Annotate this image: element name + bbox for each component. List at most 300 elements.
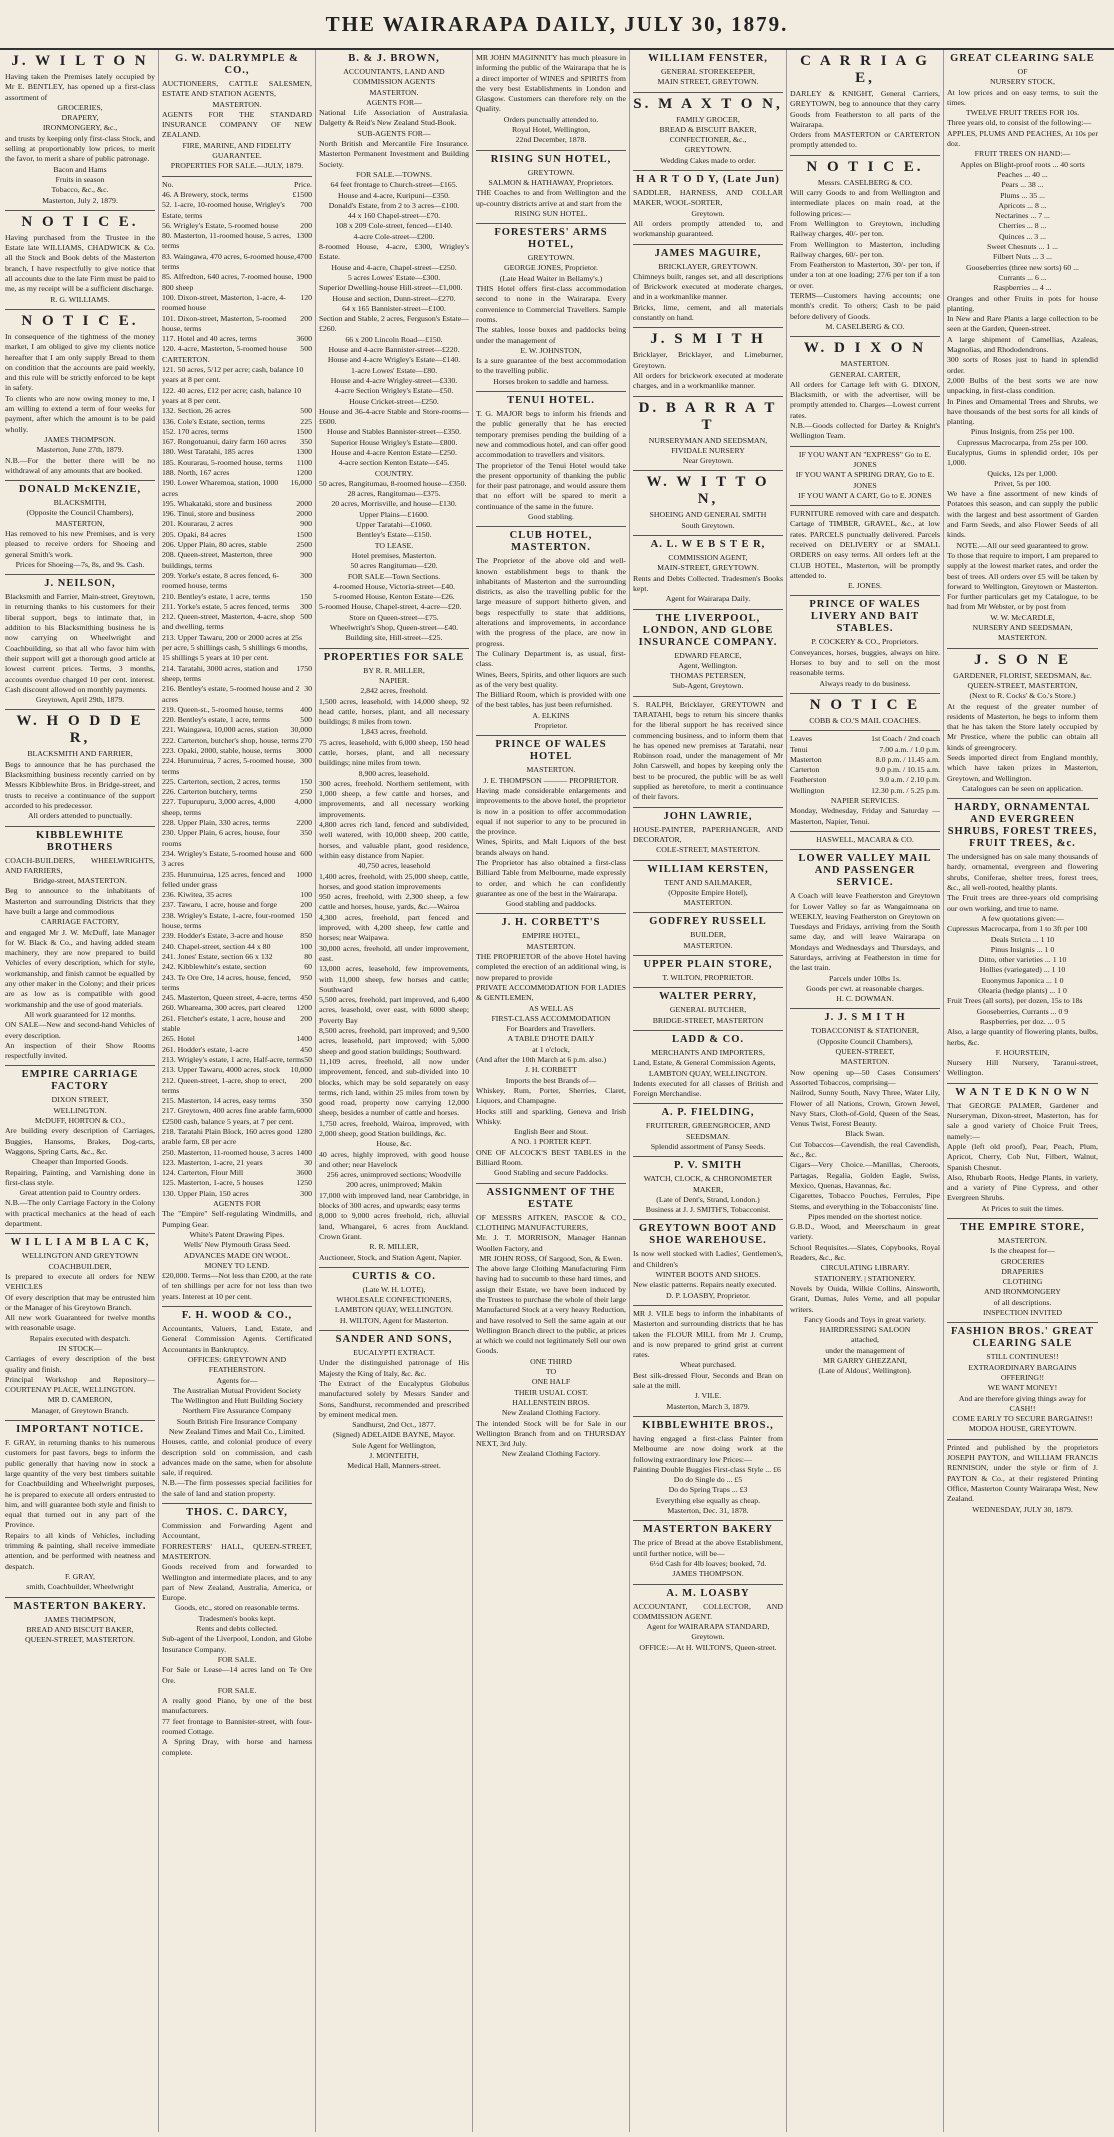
ad-text-line: Seeds imported direct from England monthly, which have taken prizes in Masterton, Greytown, and Wellington.: [947, 753, 1098, 783]
ad-text-line: THOMAS PETERSEN,: [670, 671, 746, 681]
ad-text-line: For Boarders and Travellers.: [506, 1024, 596, 1034]
advertisement: [633, 808, 783, 861]
table-cell-label: Wellington: [790, 785, 825, 795]
advertisement: [476, 392, 626, 527]
ad-text-line: Olearia (hedge plants) ... 1 0: [978, 986, 1067, 996]
ad-heading: WILLIAM KERSTEN,: [647, 863, 769, 875]
ad-text-line: Oranges and other Fruits in pots for house planting.: [947, 293, 1098, 313]
ad-text-line: Monday, Wednesday, Friday and Saturday — Masterton, Napier, Tenui.: [790, 806, 940, 826]
ad-text-line: House and Stables Bannister-street—£350.: [326, 427, 462, 437]
ad-text-line: 300 sorts of Roses just to hand in splendid order.: [947, 355, 1098, 375]
ad-heading: DONALD McKENZIE,: [18, 484, 142, 496]
ad-text-line: MASTERTON.: [526, 941, 576, 951]
advertisement: [947, 1323, 1098, 1439]
ad-text-line: Nailrod, Sunny South, Navy Three, Water Lily, Flower of all Nations, Crown, Grown Jewel, Navy Stars, Cloth-of-Gold, Queen of the Seas, Venus Twist, Forest Beauty.: [790, 1088, 940, 1129]
ad-text-line: New Zealand Clothing Factory.: [501, 1408, 601, 1418]
ad-text-line: S. RALPH, Bricklayer, GREYTOWN and TARATAHI, begs to return his sincere thanks for the liberal support he has received since commencing business, and to inform them that he has opened new premises at Taratahi, near Robinson road, under the management of Mr John Carswell, and hopes by keeping only the best to be procured, the public will be as well supplied as heretofore, to merit a continuance of their favors.: [633, 699, 783, 802]
ad-text-line: Quicks, 12s per 1,000.: [987, 468, 1058, 478]
table-cell-label: 130. Upper Plain, 150 acres: [162, 1188, 249, 1198]
ad-text-line: The Australian Mutual Provident Society: [172, 1385, 302, 1395]
advertisement: [790, 832, 940, 850]
ad-text-line: Bentley's Estate—£150.: [356, 530, 432, 540]
ad-text-line: IF YOU WANT A SPRING DRAY, Go to E. JONES: [795, 470, 935, 490]
table-cell-value: 100: [300, 890, 312, 900]
table-cell-label: 218. Taratahi Plain Block, 160 acres good arable farm, £8 per acre: [162, 1126, 293, 1147]
ad-text-line: FOR SALE.: [217, 1654, 257, 1664]
advertisement: [319, 649, 469, 1268]
ad-text-line: FOR SALE.: [217, 1685, 257, 1695]
table-row: [162, 1034, 312, 1044]
ad-text-line: JAMES THOMPSON,: [44, 1614, 116, 1624]
ad-text-line: Masterton, March 3, 1879.: [666, 1401, 750, 1411]
ad-text-line: MODOA HOUSE, GREYTOWN.: [968, 1424, 1077, 1434]
advertisement: [790, 694, 940, 731]
ad-text-line: DIXON STREET,: [51, 1095, 109, 1105]
ad-text-line: FIRE, MARINE, AND FIDELITY GUARANTEE.: [182, 140, 292, 161]
ad-text-line: 256 acres, unimproved sections; Woodville: [326, 1170, 462, 1180]
ad-text-line: The Proprietor has also obtained a first-class Billiard Table from Melbourne, made expressly to order, and which he can confidently guarantee as one of the best in the Wairarapa.: [476, 858, 626, 898]
table-row: [162, 612, 312, 633]
ad-heading: HARDY, ORNAMENTAL AND EVERGREEN SHRUBS, FOREST TREES, FRUIT TREES, &c.: [947, 802, 1098, 850]
table-cell-label: 219. Queen-st., 5-roomed house, terms: [162, 704, 284, 714]
ad-text-line: Deals Stricta ... 1 10: [990, 934, 1055, 944]
table-row: [162, 725, 312, 735]
advertisement: [633, 397, 783, 472]
table-cell-label: 210. Bentley's estate, 1 acre, terms: [162, 591, 270, 601]
table-cell-value: 30: [304, 1157, 312, 1167]
table-cell-label: 52. 1-acre, 10-roomed house, Wrigley's Estate, terms: [162, 200, 285, 220]
ad-text-line: JAMES THOMPSON.: [44, 434, 116, 444]
table-cell-label: 120. 4-acre, Masterton, 5-roomed house: [162, 344, 287, 354]
table-cell-label: 241. Jones' Estate, section 66 x 132: [162, 951, 273, 961]
ad-text-line: House and 4-acre Wrigley's Estate—£140.: [327, 355, 461, 365]
ad-heading: B. & J. BROWN,: [348, 53, 440, 64]
ad-heading: GODFREY RUSSELL: [649, 916, 767, 928]
advertisement: [633, 245, 783, 329]
ad-text-line: Commission and Forwarding Agent and Accountant,: [162, 1521, 312, 1541]
ad-text-line: Having purchased from the Trustee in the Estate late WILLIAMS, CHADWICK & Co. all the Stock and Book debts of the Masterton branch, I have respectfully to give notice that all accounts due to the late Firm must be paid to me, as my receipt will be a sufficient discharge.: [5, 232, 155, 294]
table-cell-value: 1750: [296, 663, 312, 673]
ad-text-line: NURSERYMAN AND SEEDSMAN,: [648, 435, 768, 445]
table-cell-label: 226. Carterton butchery, terms: [162, 787, 257, 797]
ad-text-line: 5-roomed House, Kenton Estate—£26.: [333, 592, 455, 602]
table-cell-value: 30: [304, 684, 312, 694]
table-row: [162, 1189, 312, 1199]
advertisement: [633, 171, 783, 244]
ad-text-line: CASH!!: [1009, 1403, 1036, 1413]
table-cell-label: 221. Waingawa, 10,000 acres, station: [162, 725, 279, 735]
table-cell-value: 1200: [296, 1003, 312, 1013]
ad-text-line: A few quotations given:—: [981, 913, 1064, 923]
ad-text-line: having engaged a first-class Painter from Melbourne are now doing work at the following extraordinary low Prices:—: [633, 1433, 783, 1464]
ad-text-line: (Late of Aldous', Wellington).: [818, 1366, 912, 1376]
ad-text-line: Everything else equally as cheap.: [655, 1495, 761, 1505]
table-cell-label: 117. Hotel and 40 acres, terms: [162, 334, 257, 344]
ad-text-line: Cupressus Macrocarpa, from 25s per 100.: [957, 437, 1088, 447]
advertisement: [790, 156, 940, 337]
ad-text-line: Prices for Shoeing—7s, 8s, and 9s. Cash.: [15, 559, 145, 569]
table-cell-value: 500: [300, 406, 312, 416]
table-cell-label: 225. Carterton, section, 2 acres, terms: [162, 776, 281, 786]
table-cell-value: 150: [300, 910, 312, 920]
ad-text-line: Bacon and Hams: [53, 164, 107, 174]
ad-text-line: All orders for brickwork executed at moderate charges, and in a workmanlike manner.: [633, 370, 783, 391]
table-cell-label: 56. Wrigley's Estate, 5-roomed house: [162, 220, 279, 230]
ad-heading: W. D I X O N: [803, 340, 927, 357]
table-cell-label: CARTERTON.: [162, 354, 210, 364]
ad-text-line: Is the cheapest for—: [990, 1246, 1055, 1256]
table-row: [162, 993, 312, 1003]
ad-text-line: 4-acre section Kenton Estate—£45.: [338, 458, 450, 468]
table-cell-label: 227. Tupurupuru, 3,000 acres, 4,000 sheep, terms: [162, 797, 276, 817]
ad-text-line: In consequence of the tightness of the money market, I am obliged to give my clients notice hereafter that I am only supply Bread to them on condition that the accounts are paid weekly, and this rule will be strictly enforced to be kept in safety.: [5, 331, 155, 393]
ad-text-line: 8,900 acres, leasehold.: [358, 768, 430, 778]
table-cell-value: 250: [300, 787, 312, 797]
ad-text-line: QUEEN-STREET, MASTERTON.: [25, 1635, 135, 1645]
advertisement: [476, 1184, 626, 1464]
ad-heading: MASTERTON BAKERY: [642, 1524, 774, 1536]
column-2: [159, 50, 316, 2132]
ad-text-line: The Billiard Room, which is provided with one of the best tables, has just been refurnished.: [476, 690, 626, 710]
ad-text-line: AGENTS FOR—: [366, 97, 422, 107]
table-row: [790, 755, 940, 765]
table-cell-label: 206. Upper Plain, 80 acres, stable: [162, 540, 267, 550]
table-row: [162, 406, 312, 416]
ad-heading: THOS. C. DARCY,: [186, 1507, 288, 1519]
ad-text-line: South British Fire Insurance Company: [176, 1416, 298, 1426]
ad-text-line: Orders from MASTERTON or CARTERTON promptly attended to.: [790, 130, 940, 150]
ad-text-line: Rents and debts collected.: [196, 1624, 278, 1634]
ad-text-line: ON SALE—New and second-hand Vehicles of every description.: [5, 1020, 155, 1040]
advertisement: [633, 93, 783, 171]
ad-text-line: Auctioneer, Stock, and Station Agent, Napier.: [319, 1252, 462, 1262]
ad-text-line: The Wellington and Hutt Building Society: [171, 1396, 303, 1406]
ad-text-line: THE PROPRIETOR of the above Hotel having completed the erection of an additional wing, is now prepared to provide: [476, 952, 626, 982]
table-row: [162, 931, 312, 941]
ad-text-line: FIVIDALE NURSERY: [671, 445, 745, 455]
ad-text-line: New Zealand Times and Mail Co., Limited.: [168, 1427, 306, 1436]
ad-text-line: Currants ... 6 ...: [998, 272, 1047, 282]
ad-text-line: N.B.—Goods collected for Darley & Knight's Wellington Team.: [790, 421, 940, 441]
ad-text-line: Repairs to all kinds of Vehicles, including trimming & painting, shall receive immediate attention, and be performed with neatness and despatch.: [5, 1530, 155, 1571]
ad-text-line: Is now well stocked with Ladies', Gentlemen's, and Children's: [633, 1249, 783, 1269]
ad-text-line: MAIN STREET, GREYTOWN.: [657, 77, 759, 87]
ad-text-line: Wheelwright's Shop, Queen-street—£40.: [329, 623, 459, 633]
table-cell-value: 700: [300, 200, 312, 210]
advertisement: [790, 50, 940, 156]
table-cell-label: 239. Hodder's Estate, 3-acre and house: [162, 931, 284, 941]
ad-text-line: 30,000 acres, freehold, all under improvement, east.: [319, 943, 469, 963]
table-cell-value: Price.: [294, 179, 312, 189]
ad-text-line: QUEEN-STREET, MASTERTON,: [967, 680, 1078, 690]
ad-text-line: 66 x 200 Lincoln Road—£150.: [345, 334, 443, 344]
ad-text-line: GROCERIES,: [57, 102, 103, 112]
table-cell-value: 200: [300, 900, 312, 910]
advertisement: [633, 1220, 783, 1305]
ad-text-line: 2,842 acres, freehold.: [360, 686, 428, 696]
table-row: [162, 962, 312, 972]
ad-text-line: Parcels under 10lbs 1s.: [829, 973, 901, 983]
table-row: [790, 734, 940, 744]
table-cell-value: 1300: [296, 231, 312, 241]
table-row: [162, 499, 312, 509]
table-cell-label: 228. Upper Plain, 330 acres, terms: [162, 818, 270, 828]
table-row: [162, 664, 312, 685]
ad-heading: FORESTERS' ARMS HOTEL,: [494, 227, 608, 251]
ad-text-line: 40,750 acres, leasehold: [357, 861, 431, 871]
table-cell-value: 500: [300, 612, 312, 622]
ad-heading: S. M A X T O N,: [633, 95, 783, 112]
ad-text-line: CLOTHING: [1002, 1277, 1043, 1287]
ad-text-line: 8,500 acres, freehold, part improved; and 9,500 acres, leasehold, part improved; with 5,000 sheep and good station buildings; Southward.: [319, 1026, 469, 1056]
advertisement: [5, 310, 155, 481]
ad-text-line: HAIRDRESSING SALOON: [819, 1325, 911, 1335]
ad-text-line: All orders attended to punctually.: [27, 811, 133, 821]
ad-text-line: Also, a large quantity of flowering plants, bulbs, herbs, &c.: [947, 1027, 1099, 1047]
ad-text-line: MR JOHN ROSS, Of Sargood, Son, & Ewen.: [479, 1253, 623, 1263]
ad-text-line: IF YOU WANT A CART, Go to E. JONES: [798, 490, 932, 500]
ad-text-line: (Late Head Waiter in Bellamy's.): [499, 273, 603, 283]
ad-text-line: J. H. CORBETT: [525, 1065, 577, 1075]
ad-text-line: Raspberries, per doz. ... 0 5: [979, 1016, 1066, 1026]
ad-text-line: EXTRAORDINARY BARGAINS OFFERING!!: [968, 1362, 1077, 1382]
ad-text-line: Splendid assortment of Pansy Seeds.: [650, 1142, 766, 1151]
table-row: [162, 550, 312, 571]
ad-text-line: RISING SUN HOTEL.: [514, 208, 588, 218]
table-cell-value: 1200: [296, 467, 312, 477]
ad-text-line: TO: [545, 1367, 557, 1377]
table-cell-label: 209. Yorke's estate, 8 acres fenced, 6-roomed house, terms: [162, 570, 280, 591]
table-row: [162, 633, 312, 664]
ad-text-line: Cheaper than Imported Goods.: [31, 1157, 129, 1167]
ad-heading: TENUI HOTEL.: [507, 395, 595, 407]
table-row: [790, 745, 940, 755]
table-row: [162, 540, 312, 550]
table-cell-value: 500: [300, 715, 312, 725]
ad-text-line: To clients who are now owing money to me, I am willing to extend a term of four weeks for payment, after which the amount is to be paid wholly.: [5, 393, 155, 434]
ad-text-line: A large shipment of Camellias, Azaleas, Magnolias, and Rhododendrons.: [947, 334, 1098, 355]
ad-text-line: FURNITURE removed with care and despatch. Cartage of TIMBER, GRAVEL, &c., at low rates. PARCELS punctually delivered. Parcels received on DELIVERY or at SMALL ORDERS on easy terms. All orders left at the CLUB HOTEL, Masterton, will be promptly attended to.: [790, 509, 940, 580]
ad-text-line: FIRST-CLASS ACCOMMODATION: [491, 1013, 611, 1023]
ad-text-line: Superior House Wrigley's Estate—£800.: [330, 437, 458, 447]
column-1: [2, 50, 159, 2132]
ad-text-line: 64 x 165 Bannister-street—£100.: [342, 303, 446, 313]
advertisement: [633, 328, 783, 396]
table-row: [162, 777, 312, 787]
ad-text-line: Repairing, Painting, and Varnishing done in first-class style.: [5, 1167, 155, 1187]
ad-text-line: All work guaranteed for 12 months.: [24, 1009, 136, 1019]
ad-text-line: Fancy Goods and Toys in great variety.: [803, 1314, 926, 1324]
ad-text-line: 1,750 acres, freehold, Wairoa, improved, with 2,000 sheep, good Station buildings, &c.: [319, 1118, 469, 1138]
ad-text-line: DARLEY & KNIGHT, General Carriers, GREYTOWN, beg to announce that they carry Goods from Featherston to all parts of the Wairarapa.: [790, 89, 940, 129]
table-cell-label: Featherston: [790, 775, 827, 785]
ad-text-line: BY R. R. MILLER,: [363, 665, 425, 675]
table-row: [162, 942, 312, 952]
ad-text-line: R. G. WILLIAMS.: [50, 294, 110, 304]
ad-text-line: Section and Stable, 2 acres, Ferguson's Estate—£260.: [319, 314, 469, 334]
advertisement: [633, 913, 783, 956]
table-row: [162, 952, 312, 962]
table-cell-label: 237. Tawaru, 1 acre, house and forge: [162, 900, 277, 910]
table-row: [162, 746, 312, 756]
ad-text-line: F. GRAY,: [65, 1571, 95, 1581]
ad-text-line: COLE-STREET, MASTERTON.: [656, 845, 760, 855]
ad-text-line: House and 4-acre Kenton Estate—£250.: [331, 447, 457, 457]
ad-text-line: MASTERTON.: [683, 898, 733, 908]
advertisement: [319, 50, 469, 649]
table-cell-label: 234. Wrigley's Estate, 5-roomed house and 3 acres: [162, 848, 296, 869]
table-row: [162, 1076, 312, 1097]
ad-heading: N O T I C E.: [21, 213, 139, 230]
ad-text-line: HOUSE-PAINTER, PAPERHANGER, AND DECORATOR,: [633, 824, 783, 844]
advertisement: [790, 850, 940, 1009]
advertisement: [790, 731, 940, 832]
ad-text-line: Cut Tobaccos—Cavendish, the real Cavendish, &c., &c.: [790, 1139, 940, 1160]
table-cell-value: 2000: [296, 509, 312, 519]
table-cell-value: 450: [300, 1044, 312, 1054]
advertisement: [5, 827, 155, 1067]
ad-text-line: Blacksmith and Farrier, Main-street, Greytown, in returning thanks to his customers for their liberal support, begs to intimate that, in addition to his Blacksmithing business he is now carrying on Wheelwright and Coachbuilding, so that all who favor him with their support will get a thorough good article at lowest current prices. Terms, 3 months, accounts overdue charged 10 per cent. interest. Cash discount allowed on monthly payments.: [5, 592, 155, 694]
ad-text-line: GENERAL BUTCHER,: [669, 1005, 747, 1015]
newspaper-title: THE WAIRARAPA DAILY, JULY 30, 1879.: [325, 11, 789, 36]
ad-text-line: CARRIAGE FACTORY,: [41, 917, 119, 927]
ad-text-line: Wedding Cakes made to order.: [660, 155, 756, 165]
ad-text-line: MR J. VILE begs to inform the inhabitants of Masterton and surrounding districts that he has taken the FLOUR MILL from Mr J. Crump, and is now prepared to grind grist at current rates.: [633, 1308, 783, 1360]
table-cell-label: 122. 40 acres, £12 per acre; cash, balance 10 years at 8 per cent.: [162, 385, 302, 405]
ad-text-line: ONE THIRD: [530, 1356, 572, 1366]
ad-text-line: 5-roomed House, Chapel-street, 4-acre—£20.: [319, 602, 462, 612]
ad-heading: H A R T O D Y, (Late Jun): [636, 174, 780, 186]
ad-text-line: Principal Workshop and Repository—COURTENAY PLACE, WELLINGTON.: [5, 1374, 155, 1395]
ad-text-line: Good stabling.: [528, 511, 574, 521]
table-row: [162, 787, 312, 797]
ad-text-line: The stables, loose boxes and paddocks being under the management of: [476, 325, 626, 345]
ad-text-line: Cigars—Very Choice.—Manillas, Cheroots, Partagas, Regalia, Golden Eagle, Swiss, Mexico, Quenas, Havannas, &c.: [790, 1160, 940, 1190]
ad-text-line: BREAD & BISCUIT BAKER, CONFECTIONER, &c.,: [659, 124, 757, 145]
ad-heading: KIBBLEWHITE BROS.,: [642, 1419, 774, 1431]
table-cell-label: 213. Upper Tawaru, 200 or 2000 acres at 25s per acre, 5 shillings cash, 5 shillings 6 months, 15 shillings 5 years at 10 per cent.: [162, 632, 308, 663]
ad-heading: JAMES MAGUIRE,: [654, 247, 762, 259]
ad-text-line: 11,109 acres, freehold, all now under improvement, fenced, and sub-divided into 10 blocks, which may be sold separately on easy terms, rich land, within 25 miles from town by good road, property now carrying 12,000 sheep, besides a number of cattle and horses.: [319, 1056, 469, 1118]
ad-text-line: (Late of Dent's, Strand, London.): [656, 1194, 760, 1204]
table-row: [162, 592, 312, 602]
ad-text-line: NAPIER.: [378, 675, 410, 685]
ad-text-line: 950 acres, freehold, with 2,300 sheep, a few cattle and horses, house, yards, &c.—Wairoa: [319, 892, 469, 912]
ad-text-line: COACH-BUILDERS, WHEELWRIGHTS, AND FARRIERS,: [5, 855, 155, 875]
ad-text-line: (And after the 10th March at 6 p.m. also.): [476, 1055, 607, 1065]
table-row: [162, 1158, 312, 1168]
ad-text-line: Superior Dwelling-house Hill-street—£1,000.: [319, 283, 463, 293]
ad-text-line: Fruit Trees (all sorts), per dozen, 15s to 18s: [947, 996, 1083, 1006]
ad-heading: J. W I L T O N: [11, 53, 149, 69]
masthead: [0, 0, 1114, 50]
ad-text-line: GENERAL CARTER,: [829, 369, 901, 379]
table-row: [790, 775, 940, 785]
table-row: [162, 1065, 312, 1075]
ad-text-line: Repairs executed with despatch.: [29, 1333, 131, 1343]
table-row: [162, 684, 312, 705]
table-row: [162, 870, 312, 891]
ad-text-line: N.B.—The firm possesses special facilities for the sale of land and station property.: [162, 1478, 312, 1498]
ad-text-line: Bricklayer, Bricklayer, and Limeburner, Greytown.: [633, 350, 783, 370]
advertisement: [162, 177, 312, 1307]
advertisement: [162, 1307, 312, 1504]
ad-text-line: Catalogues can be seen on application.: [962, 783, 1083, 793]
ad-heading: J. NEILSON,: [44, 578, 116, 590]
advertisement: [790, 447, 940, 506]
table-cell-label: 46. A Brewery, stock, terms: [162, 189, 249, 199]
table-cell-value: 100: [300, 941, 312, 951]
table-row: [162, 1106, 312, 1127]
table-cell-value: 2000: [296, 498, 312, 508]
ad-text-line: Always ready to do business.: [819, 678, 911, 688]
ad-text-line: under the management of: [825, 1345, 905, 1355]
ad-text-line: 300 acres, freehold. Northern settlement, with 1,000 sheep, a few cattle and horses, and improvements, and all necessary working improvements.: [319, 778, 469, 819]
ad-text-line: WELLINGTON.: [53, 1105, 107, 1115]
advertisement: [633, 956, 783, 988]
ad-heading: J. J. S M I T H: [824, 1012, 906, 1024]
table-cell-value: 2500: [296, 540, 312, 550]
ad-text-line: Fruits in season: [55, 174, 105, 184]
table-cell-label: 208. Queen-street, Masterton, three buildings, terms: [162, 550, 273, 570]
ad-text-line: Apples on Blight-proof roots ... 40 sorts: [960, 159, 1085, 169]
ad-heading: C A R R I A G E,: [800, 53, 930, 86]
ad-text-line: APPLES, PLUMS AND PEACHES, At 10s per doz.: [947, 128, 1098, 149]
ad-heading: A. M. LOASBY: [666, 1587, 750, 1599]
table-cell-value: 60: [304, 962, 312, 972]
ad-text-line: All orders promptly attended to, and workmanship guaranteed.: [633, 218, 783, 239]
ad-text-line: The undersigned has on sale many thousands of hardy, ornamental, evergreen and flowering shrubs, Coniferae, shelter trees, forest trees, &c., all well-rooted, healthy plants.: [947, 852, 1098, 893]
ad-text-line: All new work Guaranteed for twelve months with reasonable usage.: [5, 1313, 155, 1333]
ad-text-line: Filbert Nuts ... 3 ...: [993, 252, 1052, 262]
ad-heading: RISING SUN HOTEL,: [490, 153, 612, 165]
ad-text-line: Privet, 5s per 100.: [994, 478, 1051, 488]
ad-text-line: FORRESTERS' HALL, QUEEN-STREET, MASTERTON.: [162, 1541, 312, 1561]
advertisement: [476, 151, 626, 224]
ad-text-line: MASTERTON.: [840, 1057, 890, 1067]
ad-text-line: Sub-agent of the Liverpool, London, and Globe Insurance Company.: [162, 1634, 312, 1654]
advertisement: [5, 50, 155, 211]
table-row: [790, 765, 940, 775]
table-cell-value: 9.0 a.m. / 2.10 p.m.: [879, 775, 940, 785]
ad-text-line: TERMS—Customers having accounts; one month's credit. To others; Cash to be paid before delivery of Goods.: [790, 291, 940, 321]
ad-text-line: Ditto, other varieties ... 1 10: [978, 955, 1067, 965]
ad-text-line: TOBACCONIST & STATIONER,: [810, 1026, 920, 1036]
table-cell-label: Masterton: [790, 754, 822, 764]
ad-text-line: FOR SALE.—TOWNS.: [356, 169, 432, 179]
ad-text-line: GREYTOWN.: [527, 253, 575, 263]
ad-text-line: Sub-Agent, Greytown.: [672, 681, 744, 691]
ad-text-line: MASTERTON.: [998, 633, 1047, 643]
advertisement: [633, 1104, 783, 1157]
table-cell-label: 213. Wrigley's estate, 1 acre, Half-acre, terms: [162, 1054, 305, 1064]
ad-heading: GREYTOWN BOOT AND SHOE WAREHOUSE.: [639, 1223, 777, 1247]
table-row: [162, 900, 312, 910]
ad-heading: ASSIGNMENT OF THE ESTATE: [486, 1186, 616, 1210]
ad-text-line: N.B.—For the better there will be no withdrawal of any amounts that are booked.: [5, 455, 155, 475]
ad-text-line: Hollies (variegated) ... 1 10: [979, 965, 1066, 975]
table-row: [162, 190, 312, 200]
ad-text-line: House Cricket-street—£250.: [349, 396, 439, 406]
ad-text-line: Apricots ... 8 ...: [998, 200, 1047, 210]
ad-text-line: Of every description that may be entrusted him or the Manager of his Greytown Branch.: [5, 1292, 155, 1312]
ad-text-line: 108 x 209 Cole-street, fenced—£140.: [335, 221, 453, 231]
table-cell-value: 4,000: [294, 797, 312, 807]
table-row: [162, 715, 312, 725]
ad-text-line: H. C. DOWMAN.: [836, 994, 894, 1004]
advertisement: [633, 1585, 783, 1657]
advertisement: [633, 861, 783, 914]
